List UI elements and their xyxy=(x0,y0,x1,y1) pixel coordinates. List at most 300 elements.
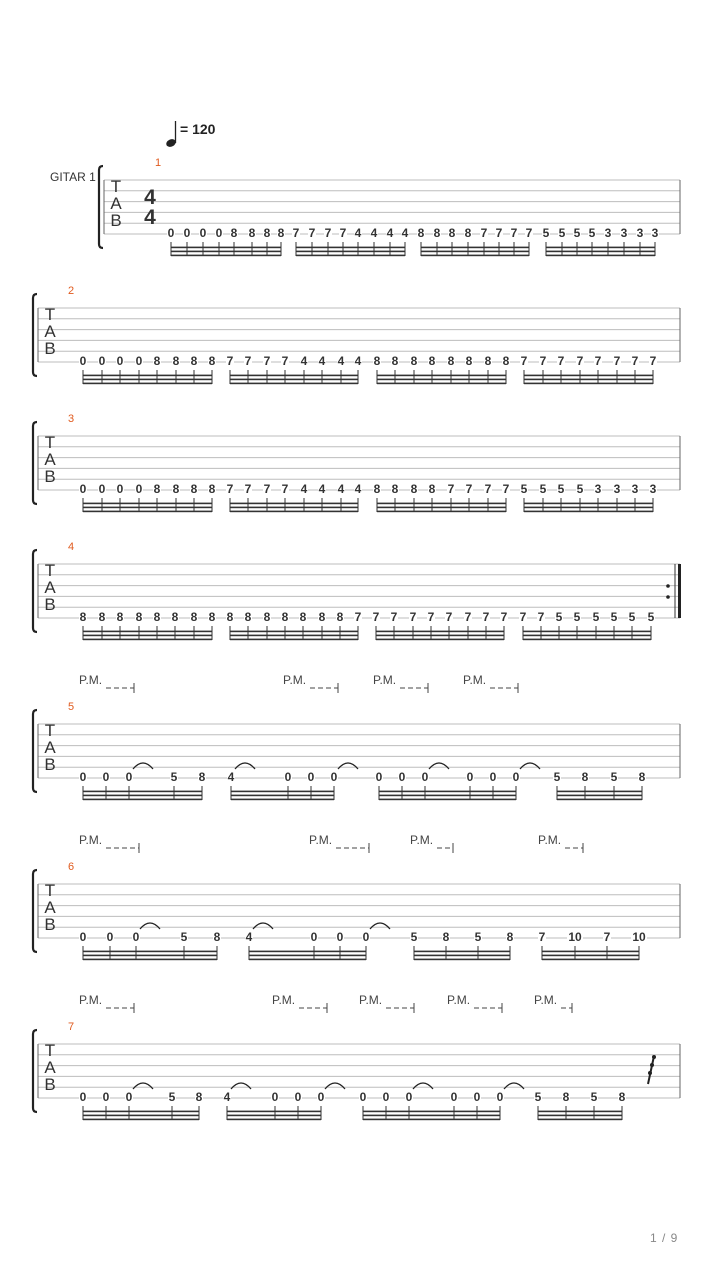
fret-number: 7 xyxy=(510,226,518,240)
fret-number: 4 xyxy=(245,930,253,944)
fret-number: 7 xyxy=(613,354,621,368)
fret-number: 0 xyxy=(183,226,191,240)
beam xyxy=(249,959,366,961)
fret-number: 8 xyxy=(208,482,216,496)
system-bracket xyxy=(33,1030,37,1112)
beam xyxy=(171,251,281,253)
beam xyxy=(421,251,529,253)
fret-number: 0 xyxy=(79,354,87,368)
tie-arc xyxy=(370,923,390,929)
palm-mute-label: P.M. xyxy=(79,673,103,687)
fret-number: 8 xyxy=(195,1090,203,1104)
fret-number: 10 xyxy=(568,930,582,944)
fret-number: 0 xyxy=(307,770,315,784)
beam xyxy=(524,379,653,381)
rest-flag xyxy=(652,1055,656,1059)
fret-number: 5 xyxy=(573,610,581,624)
fret-number: 7 xyxy=(354,610,362,624)
fret-number: 0 xyxy=(79,482,87,496)
fret-number: 0 xyxy=(106,930,114,944)
beam xyxy=(523,639,651,641)
beam xyxy=(524,503,653,505)
beam xyxy=(379,795,516,797)
fret-number: 5 xyxy=(553,770,561,784)
fret-number: 0 xyxy=(405,1090,413,1104)
rest-flag xyxy=(650,1063,654,1067)
palm-mute-label: P.M. xyxy=(359,993,383,1007)
fret-number: 5 xyxy=(610,770,618,784)
fret-number: 0 xyxy=(359,1090,367,1104)
fret-number: 5 xyxy=(168,1090,176,1104)
beam xyxy=(379,791,516,793)
fret-number: 0 xyxy=(336,930,344,944)
fret-number: 4 xyxy=(386,226,394,240)
tab-clef-letter: A xyxy=(44,1058,56,1077)
system-bracket xyxy=(33,294,37,376)
beam xyxy=(83,511,212,513)
beam xyxy=(83,383,212,385)
beam xyxy=(377,379,506,381)
tab-clef-letter: B xyxy=(44,915,56,934)
beam xyxy=(377,375,506,377)
palm-mute-label: P.M. xyxy=(283,673,307,687)
fret-number: 8 xyxy=(465,354,473,368)
fret-number: 5 xyxy=(180,930,188,944)
beam xyxy=(546,247,655,249)
fret-number: 4 xyxy=(354,482,362,496)
fret-number: 8 xyxy=(373,354,381,368)
fret-number: 0 xyxy=(79,770,87,784)
fret-number: 7 xyxy=(576,354,584,368)
fret-number: 5 xyxy=(474,930,482,944)
beam xyxy=(171,247,281,249)
fret-number: 0 xyxy=(79,930,87,944)
fret-number: 0 xyxy=(362,930,370,944)
beam xyxy=(230,639,358,641)
fret-number: 5 xyxy=(573,226,581,240)
rest-flag xyxy=(648,1071,652,1075)
beam xyxy=(414,951,510,953)
time-signature-numerator: 4 xyxy=(144,186,156,209)
beam xyxy=(231,791,334,793)
beam xyxy=(524,511,653,513)
tie-arc xyxy=(413,1083,433,1089)
fret-number: 0 xyxy=(79,1090,87,1104)
fret-number: 5 xyxy=(588,226,596,240)
tie-arc xyxy=(325,1083,345,1089)
beam xyxy=(83,955,217,957)
fret-number: 8 xyxy=(153,482,161,496)
repeat-thick-barline xyxy=(678,564,681,618)
fret-number: 7 xyxy=(372,610,380,624)
fret-number: 8 xyxy=(336,610,344,624)
tie-arc xyxy=(504,1083,524,1089)
beam xyxy=(421,255,529,257)
palm-mute-label: P.M. xyxy=(373,673,397,687)
fret-number: 7 xyxy=(484,482,492,496)
fret-number: 5 xyxy=(576,482,584,496)
fret-number: 7 xyxy=(480,226,488,240)
fret-number: 4 xyxy=(354,354,362,368)
fret-number: 7 xyxy=(500,610,508,624)
fret-number: 7 xyxy=(427,610,435,624)
beam xyxy=(524,375,653,377)
beam xyxy=(377,511,506,513)
fret-number: 5 xyxy=(555,610,563,624)
fret-number: 8 xyxy=(618,1090,626,1104)
beam xyxy=(83,791,202,793)
beam xyxy=(230,383,358,385)
fret-number: 7 xyxy=(464,610,472,624)
fret-number: 7 xyxy=(281,482,289,496)
tab-clef-letter: T xyxy=(110,177,122,196)
fret-number: 5 xyxy=(410,930,418,944)
fret-number: 7 xyxy=(482,610,490,624)
fret-number: 5 xyxy=(610,610,618,624)
beam xyxy=(230,507,358,509)
beam xyxy=(230,511,358,513)
fret-number: 0 xyxy=(382,1090,390,1104)
beam xyxy=(376,631,504,633)
beam xyxy=(231,799,334,801)
tab-system xyxy=(99,157,680,256)
beam xyxy=(296,247,405,249)
measure-number: 4 xyxy=(68,541,75,553)
fret-number: 7 xyxy=(281,354,289,368)
tempo-marking xyxy=(165,121,177,148)
fret-number: 8 xyxy=(428,482,436,496)
fret-number: 4 xyxy=(318,482,326,496)
palm-mute-label: P.M. xyxy=(309,833,333,847)
tab-clef-letter: B xyxy=(44,339,56,358)
fret-number: 8 xyxy=(135,610,143,624)
beam xyxy=(249,951,366,953)
beam xyxy=(83,1115,199,1117)
fret-number: 5 xyxy=(539,482,547,496)
fret-number: 7 xyxy=(525,226,533,240)
tie-arc xyxy=(338,763,358,769)
fret-number: 4 xyxy=(227,770,235,784)
beam xyxy=(171,255,281,257)
beam xyxy=(83,503,212,505)
beam xyxy=(231,795,334,797)
beam xyxy=(230,379,358,381)
fret-number: 7 xyxy=(539,354,547,368)
fret-number: 3 xyxy=(594,482,602,496)
fret-number: 8 xyxy=(208,354,216,368)
fret-number: 0 xyxy=(466,770,474,784)
fret-number: 4 xyxy=(370,226,378,240)
fret-number: 3 xyxy=(651,226,659,240)
tab-clef-letter: T xyxy=(44,1041,56,1060)
beam xyxy=(542,955,639,957)
fret-number: 0 xyxy=(317,1090,325,1104)
tab-clef-letter: A xyxy=(44,738,56,757)
fret-number: 0 xyxy=(284,770,292,784)
beam xyxy=(538,1115,622,1117)
system-bracket xyxy=(33,870,37,952)
fret-number: 0 xyxy=(294,1090,302,1104)
fret-number: 3 xyxy=(620,226,628,240)
fret-number: 0 xyxy=(135,354,143,368)
fret-number: 7 xyxy=(520,354,528,368)
fret-number: 8 xyxy=(98,610,106,624)
fret-number: 3 xyxy=(613,482,621,496)
fret-number: 3 xyxy=(604,226,612,240)
fret-number: 7 xyxy=(244,482,252,496)
beam xyxy=(83,507,212,509)
beam xyxy=(363,1119,500,1121)
tempo-label: = 120 xyxy=(180,121,216,137)
fret-number: 4 xyxy=(300,482,308,496)
fret-number: 5 xyxy=(557,482,565,496)
fret-number: 8 xyxy=(391,482,399,496)
fret-number: 0 xyxy=(125,1090,133,1104)
tab-clef-letter: T xyxy=(44,433,56,452)
beam xyxy=(227,1119,321,1121)
fret-number: 7 xyxy=(263,354,271,368)
fret-number: 0 xyxy=(102,1090,110,1104)
fret-number: 0 xyxy=(375,770,383,784)
beam xyxy=(523,635,651,637)
tab-clef-letter: B xyxy=(44,467,56,486)
fret-number: 0 xyxy=(132,930,140,944)
fret-number: 8 xyxy=(464,226,472,240)
fret-number: 5 xyxy=(170,770,178,784)
tab-system xyxy=(33,285,680,384)
fret-number: 8 xyxy=(172,482,180,496)
beam xyxy=(83,1111,199,1113)
beam xyxy=(376,639,504,641)
measure-number: 7 xyxy=(68,1021,75,1033)
time-signature-denominator: 4 xyxy=(144,206,156,229)
fret-number: 8 xyxy=(391,354,399,368)
fret-number: 0 xyxy=(116,482,124,496)
beam xyxy=(523,631,651,633)
fret-number: 7 xyxy=(244,354,252,368)
fret-number: 8 xyxy=(442,930,450,944)
fret-number: 8 xyxy=(506,930,514,944)
fret-number: 5 xyxy=(534,1090,542,1104)
fret-number: 8 xyxy=(263,226,271,240)
fret-number: 7 xyxy=(324,226,332,240)
fret-number: 8 xyxy=(208,610,216,624)
fret-number: 5 xyxy=(590,1090,598,1104)
tie-arc xyxy=(231,1083,251,1089)
fret-number: 8 xyxy=(190,354,198,368)
fret-number: 8 xyxy=(263,610,271,624)
tie-arc xyxy=(429,763,449,769)
beam xyxy=(230,375,358,377)
fret-number: 8 xyxy=(417,226,425,240)
repeat-dot xyxy=(666,584,670,588)
beam xyxy=(414,959,510,961)
palm-mute-label: P.M. xyxy=(463,673,487,687)
beam xyxy=(83,799,202,801)
fret-number: 3 xyxy=(649,482,657,496)
palm-mute-label: P.M. xyxy=(538,833,562,847)
tab-system xyxy=(33,673,680,800)
tab-system xyxy=(33,993,680,1120)
fret-number: 8 xyxy=(171,610,179,624)
fret-number: 0 xyxy=(125,770,133,784)
fret-number: 0 xyxy=(215,226,223,240)
fret-number: 7 xyxy=(495,226,503,240)
fret-number: 4 xyxy=(401,226,409,240)
fret-number: 7 xyxy=(649,354,657,368)
fret-number: 0 xyxy=(421,770,429,784)
fret-number: 0 xyxy=(489,770,497,784)
fret-number: 5 xyxy=(520,482,528,496)
fret-number: 8 xyxy=(447,354,455,368)
fret-number: 8 xyxy=(562,1090,570,1104)
measure-number: 5 xyxy=(68,701,75,713)
beam xyxy=(376,635,504,637)
fret-number: 4 xyxy=(354,226,362,240)
measure-number: 1 xyxy=(155,157,162,169)
fret-number: 0 xyxy=(496,1090,504,1104)
beam xyxy=(83,375,212,377)
beam xyxy=(524,507,653,509)
measure-number: 3 xyxy=(68,413,75,425)
beam xyxy=(546,251,655,253)
beam xyxy=(542,959,639,961)
fret-number: 4 xyxy=(223,1090,231,1104)
beam xyxy=(377,503,506,505)
fret-number: 0 xyxy=(330,770,338,784)
beam xyxy=(414,955,510,957)
fret-number: 5 xyxy=(647,610,655,624)
palm-mute-label: P.M. xyxy=(79,833,103,847)
fret-number: 8 xyxy=(244,610,252,624)
tab-system xyxy=(33,541,681,640)
fret-number: 0 xyxy=(102,770,110,784)
fret-number: 7 xyxy=(557,354,565,368)
fret-number: 7 xyxy=(308,226,316,240)
beam xyxy=(83,635,212,637)
fret-number: 8 xyxy=(299,610,307,624)
fret-number: 8 xyxy=(581,770,589,784)
tie-arc xyxy=(140,923,160,929)
measure-number: 2 xyxy=(68,285,75,297)
beam xyxy=(421,247,529,249)
fret-number: 0 xyxy=(167,226,175,240)
tab-clef-letter: B xyxy=(44,1075,56,1094)
fret-number: 7 xyxy=(390,610,398,624)
tie-arc xyxy=(133,1083,153,1089)
fret-number: 8 xyxy=(190,610,198,624)
beam xyxy=(377,507,506,509)
fret-number: 0 xyxy=(512,770,520,784)
fret-number: 7 xyxy=(603,930,611,944)
system-bracket xyxy=(33,710,37,792)
fret-number: 8 xyxy=(502,354,510,368)
fret-number: 3 xyxy=(631,482,639,496)
beam xyxy=(83,379,212,381)
fret-number: 5 xyxy=(628,610,636,624)
beam xyxy=(83,959,217,961)
instrument-name: GITAR 1 xyxy=(50,170,96,184)
beam xyxy=(227,1111,321,1113)
fret-number: 7 xyxy=(226,354,234,368)
fret-number: 8 xyxy=(172,354,180,368)
tab-systems xyxy=(33,157,681,1120)
fret-number: 4 xyxy=(318,354,326,368)
palm-mute-label: P.M. xyxy=(447,993,471,1007)
fret-number: 4 xyxy=(300,354,308,368)
beam xyxy=(227,1115,321,1117)
fret-number: 7 xyxy=(339,226,347,240)
fret-number: 8 xyxy=(190,482,198,496)
fret-number: 5 xyxy=(592,610,600,624)
fret-number: 8 xyxy=(410,482,418,496)
fret-number: 8 xyxy=(226,610,234,624)
tie-arc xyxy=(253,923,273,929)
fret-number: 7 xyxy=(537,610,545,624)
fret-number: 8 xyxy=(198,770,206,784)
measure-number: 6 xyxy=(68,861,75,873)
beam xyxy=(296,255,405,257)
system-bracket xyxy=(99,166,103,248)
beam xyxy=(542,951,639,953)
fret-number: 7 xyxy=(594,354,602,368)
beam xyxy=(557,795,642,797)
beam xyxy=(363,1115,500,1117)
tie-arc xyxy=(133,763,153,769)
fret-number: 0 xyxy=(398,770,406,784)
system-bracket xyxy=(33,422,37,504)
fret-number: 8 xyxy=(281,610,289,624)
tab-clef-letter: B xyxy=(44,755,56,774)
palm-mute-label: P.M. xyxy=(534,993,558,1007)
fret-number: 8 xyxy=(484,354,492,368)
tab-clef-letter: A xyxy=(44,322,56,341)
fret-number: 0 xyxy=(135,482,143,496)
fret-number: 7 xyxy=(409,610,417,624)
fret-number: 8 xyxy=(230,226,238,240)
fret-number: 3 xyxy=(636,226,644,240)
tab-clef-letter: A xyxy=(44,578,56,597)
fret-number: 7 xyxy=(538,930,546,944)
beam xyxy=(83,951,217,953)
page-number: 1 / 9 xyxy=(650,1231,679,1245)
palm-mute-label: P.M. xyxy=(272,993,296,1007)
tab-clef-letter: A xyxy=(44,898,56,917)
system-bracket xyxy=(33,550,37,632)
fret-number: 0 xyxy=(473,1090,481,1104)
fret-number: 8 xyxy=(153,610,161,624)
tie-arc xyxy=(520,763,540,769)
beam xyxy=(538,1111,622,1113)
fret-number: 10 xyxy=(632,930,646,944)
palm-mute-label: P.M. xyxy=(79,993,103,1007)
beam xyxy=(83,795,202,797)
fret-number: 8 xyxy=(410,354,418,368)
fret-number: 7 xyxy=(465,482,473,496)
fret-number: 0 xyxy=(310,930,318,944)
repeat-dot xyxy=(666,595,670,599)
fret-number: 5 xyxy=(558,226,566,240)
fret-number: 4 xyxy=(337,482,345,496)
fret-number: 0 xyxy=(98,482,106,496)
rest-stroke xyxy=(648,1056,654,1084)
fret-number: 7 xyxy=(226,482,234,496)
beam xyxy=(249,955,366,957)
fret-number: 7 xyxy=(519,610,527,624)
fret-number: 5 xyxy=(542,226,550,240)
fret-number: 7 xyxy=(263,482,271,496)
tab-system xyxy=(33,413,680,512)
